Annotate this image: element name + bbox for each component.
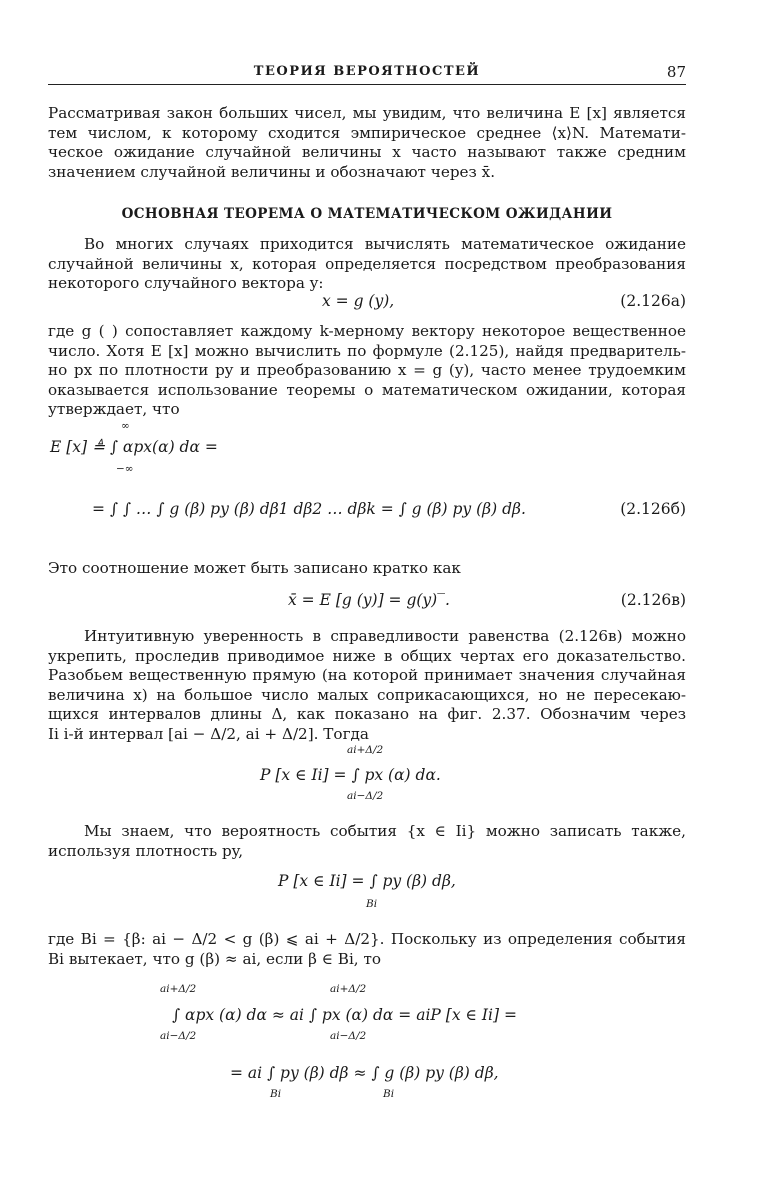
integral-upper-limit: ∞: [121, 420, 130, 432]
paragraph-3: [48, 322, 686, 420]
equation-2126b-line2: = ∫ ∫ … ∫ g (β) py (β) dβ1 dβ2 … dβk = ∫ g (β) py (β) dβ.: [92, 500, 526, 518]
text-line: ческое ожидание случайной величины x часто называют также средним: [48, 143, 686, 162]
text-line: Ii i-й интервал [ai − Δ/2, ai + Δ/2]. Тогда: [48, 724, 369, 743]
paragraph-1: [48, 104, 686, 182]
paragraph-4: [48, 559, 686, 579]
text-line: Мы знаем, что вероятность события {x ∈ Ii} можно записать также,: [84, 822, 686, 840]
text-line: щихся интервалов длины Δ, как показано на фиг. 2.37. Обозначим через: [48, 705, 686, 724]
equation-2126a: x = g (y),: [322, 292, 395, 310]
integral-set-limit: Bi: [270, 1088, 282, 1100]
equation-2126v: x̄ = E [g (y)] = g(y)‾.: [288, 591, 450, 609]
equation-number-2126v: (2.126в): [620, 591, 686, 609]
text-line: но px по плотности py и преобразованию x = g (y), часто менее трудоемким: [48, 361, 686, 380]
integral-lower-limit: ai−Δ/2: [160, 1030, 197, 1042]
equation-final-line2: = ai ∫ py (β) dβ ≈ ∫ g (β) py (β) dβ,: [230, 1064, 499, 1082]
integral-set-limit: Bi: [366, 898, 378, 910]
integral-upper-limit: ai+Δ/2: [160, 983, 197, 995]
running-title: ТЕОРИЯ ВЕРОЯТНОСТЕЙ: [253, 64, 481, 79]
text-line: используя плотность py,: [48, 841, 244, 860]
paragraph-6: [48, 822, 686, 861]
text-line: Разобьем вещественную прямую (на которой принимает значения случайная: [48, 666, 686, 685]
paragraph-7: [48, 930, 686, 969]
text-line: число. Хотя E [x] можно вычислить по формуле (2.125), найдя предваритель-: [48, 341, 686, 360]
text-line: Интуитивную уверенность в справедливости равенства (2.126в) можно: [84, 627, 686, 645]
text-line: тем числом, к которому сходится эмпирическое среднее ⟨x⟩N. Математи-: [48, 123, 686, 142]
integral-upper-limit: ai+Δ/2: [330, 983, 367, 995]
equation-number-2126a: (2.126a): [620, 292, 686, 310]
text-line: случайной величины x, которая определяется посредством преобразования: [48, 254, 686, 273]
text-line: Рассматривая закон больших чисел, мы увидим, что величина E [x] является: [48, 104, 686, 122]
paragraph-5: [48, 627, 686, 745]
running-header: [48, 62, 686, 85]
text-line: Это соотношение может быть записано кратко как: [48, 559, 461, 577]
text-line: утверждает, что: [48, 400, 180, 419]
integral-set-limit: Bi: [383, 1088, 395, 1100]
equation-interval-probability: P [x ∈ Ii] = ∫ px (α) dα.: [260, 766, 441, 784]
text-line: величина x) на большое число малых соприкасающихся, но не пересекаю-: [48, 685, 686, 704]
text-line: оказывается использование теоремы о математическом ожидании, которая: [48, 380, 686, 399]
text-line: где Bi = {β: ai − Δ/2 < g (β) ⩽ ai + Δ/2}. Поскольку из определения события: [48, 930, 686, 948]
integral-upper-limit: ai+Δ/2: [347, 744, 384, 756]
text-line: Bi вытекает, что g (β) ≈ ai, если β ∈ Bi, то: [48, 949, 381, 968]
equation-event-probability: P [x ∈ Ii] = ∫ py (β) dβ,: [278, 872, 456, 890]
text-line: значением случайной величины и обозначают через x̄.: [48, 162, 496, 181]
page-number: 87: [666, 63, 686, 81]
text-line: укрепить, проследив приводимое ниже в общих чертах его доказательство.: [48, 646, 686, 665]
equation-2126b-line1: E [x] ≜ ∫ αpx(α) dα =: [50, 438, 218, 456]
section-heading: ОСНОВНАЯ ТЕОРЕМА О МАТЕМАТИЧЕСКОМ ОЖИДАНИИ: [121, 206, 613, 222]
integral-lower-limit: ai−Δ/2: [330, 1030, 367, 1042]
paragraph-2: [48, 235, 686, 294]
text-line: где g ( ) сопоставляет каждому k-мерному вектору некоторое вещественное: [48, 322, 686, 340]
equation-final-line1: ∫ αpx (α) dα ≈ ai ∫ px (α) dα = aiP [x ∈ Ii] =: [172, 1006, 517, 1024]
integral-lower-limit: ai−Δ/2: [347, 790, 384, 802]
text-line: некоторого случайного вектора y:: [48, 274, 324, 293]
equation-number-2126b: (2.126б): [620, 500, 686, 518]
integral-lower-limit: −∞: [116, 463, 134, 475]
text-line: Во многих случаях приходится вычислять математическое ожидание: [84, 235, 686, 253]
